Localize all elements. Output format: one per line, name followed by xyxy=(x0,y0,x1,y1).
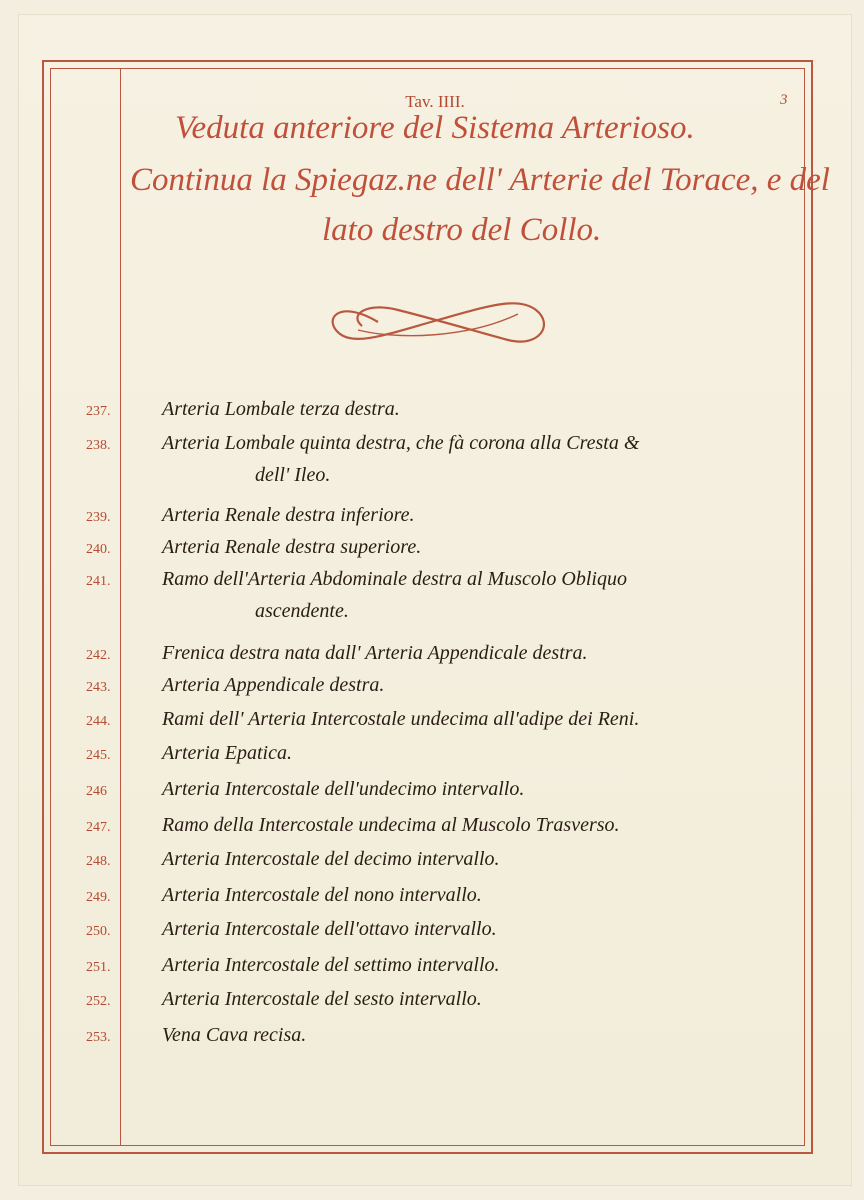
entry-number: 241. xyxy=(86,574,111,589)
list-item xyxy=(0,674,864,706)
list-item xyxy=(0,778,864,810)
entry-text: Arteria Intercostale dell'ottavo intervallo. xyxy=(162,918,497,940)
entry-text: Arteria Intercostale dell'undecimo intervallo. xyxy=(162,778,525,800)
entry-text: Arteria Intercostale del sesto intervallo. xyxy=(162,988,482,1010)
list-item xyxy=(0,742,864,774)
entry-number: 253. xyxy=(86,1030,111,1045)
flourish-ornament xyxy=(318,290,558,354)
entry-number: 244. xyxy=(86,714,111,729)
entry-number: 243. xyxy=(86,680,111,695)
entry-text: Arteria Epatica. xyxy=(162,742,292,764)
entry-text: Arteria Renale destra superiore. xyxy=(162,536,422,558)
entry-text: Arteria Lombale terza destra. xyxy=(162,398,400,420)
list-item xyxy=(0,432,864,486)
list-item xyxy=(0,918,864,950)
entry-number: 250. xyxy=(86,924,111,939)
list-item xyxy=(0,708,864,740)
entry-text: Rami dell' Arteria Intercostale undecima all'adipe dei Reni. xyxy=(162,708,640,730)
entry-text: Arteria Renale destra inferiore. xyxy=(162,504,415,526)
entry-number: 252. xyxy=(86,994,111,1009)
entry-number: 240. xyxy=(86,542,111,557)
entry-number: 247. xyxy=(86,820,111,835)
entry-text: Frenica destra nata dall' Arteria Appendicale destra. xyxy=(162,642,588,664)
entry-number: 239. xyxy=(86,510,111,525)
entry-text: Ramo dell'Arteria Abdominale destra al Muscolo Obliquo xyxy=(162,568,627,590)
entry-number: 238. xyxy=(86,438,111,453)
title-line-1: Veduta anteriore del Sistema Arterioso. xyxy=(175,110,695,146)
entry-text: Ramo della Intercostale undecima al Muscolo Trasverso. xyxy=(162,814,620,836)
list-item xyxy=(0,988,864,1020)
list-item xyxy=(0,884,864,916)
list-item xyxy=(0,814,864,846)
entry-number: 251. xyxy=(86,960,111,975)
entry-text: Arteria Lombale quinta destra, che fà corona alla Cresta & xyxy=(162,432,640,454)
list-item xyxy=(0,954,864,986)
entry-number: 245. xyxy=(86,748,111,763)
entry-text: Arteria Appendicale destra. xyxy=(162,674,385,696)
title-line-3: lato destro del Collo. xyxy=(322,212,602,248)
list-item xyxy=(0,568,864,622)
title-line-2: Continua la Spiegaz.ne dell' Arterie del Torace, e del xyxy=(130,162,830,198)
list-item xyxy=(0,398,864,430)
list-item xyxy=(0,1024,864,1056)
entry-number: 237. xyxy=(86,404,111,419)
entry-continuation: dell' Ileo. xyxy=(255,464,331,486)
entry-number: 246 xyxy=(86,784,107,799)
entry-text: Arteria Intercostale del settimo intervallo. xyxy=(162,954,500,976)
list-item xyxy=(0,848,864,880)
entry-text: Arteria Intercostale del decimo intervallo. xyxy=(162,848,500,870)
page-number: 3 xyxy=(780,92,788,108)
entry-continuation: ascendente. xyxy=(255,600,349,622)
list-item xyxy=(0,504,864,536)
list-item xyxy=(0,536,864,568)
entry-text: Vena Cava recisa. xyxy=(162,1024,307,1046)
entry-number: 249. xyxy=(86,890,111,905)
entry-number: 248. xyxy=(86,854,111,869)
plate-label: Tav. IIII. xyxy=(405,92,465,111)
entry-text: Arteria Intercostale del nono intervallo. xyxy=(162,884,482,906)
entry-number: 242. xyxy=(86,648,111,663)
list-item xyxy=(0,642,864,674)
